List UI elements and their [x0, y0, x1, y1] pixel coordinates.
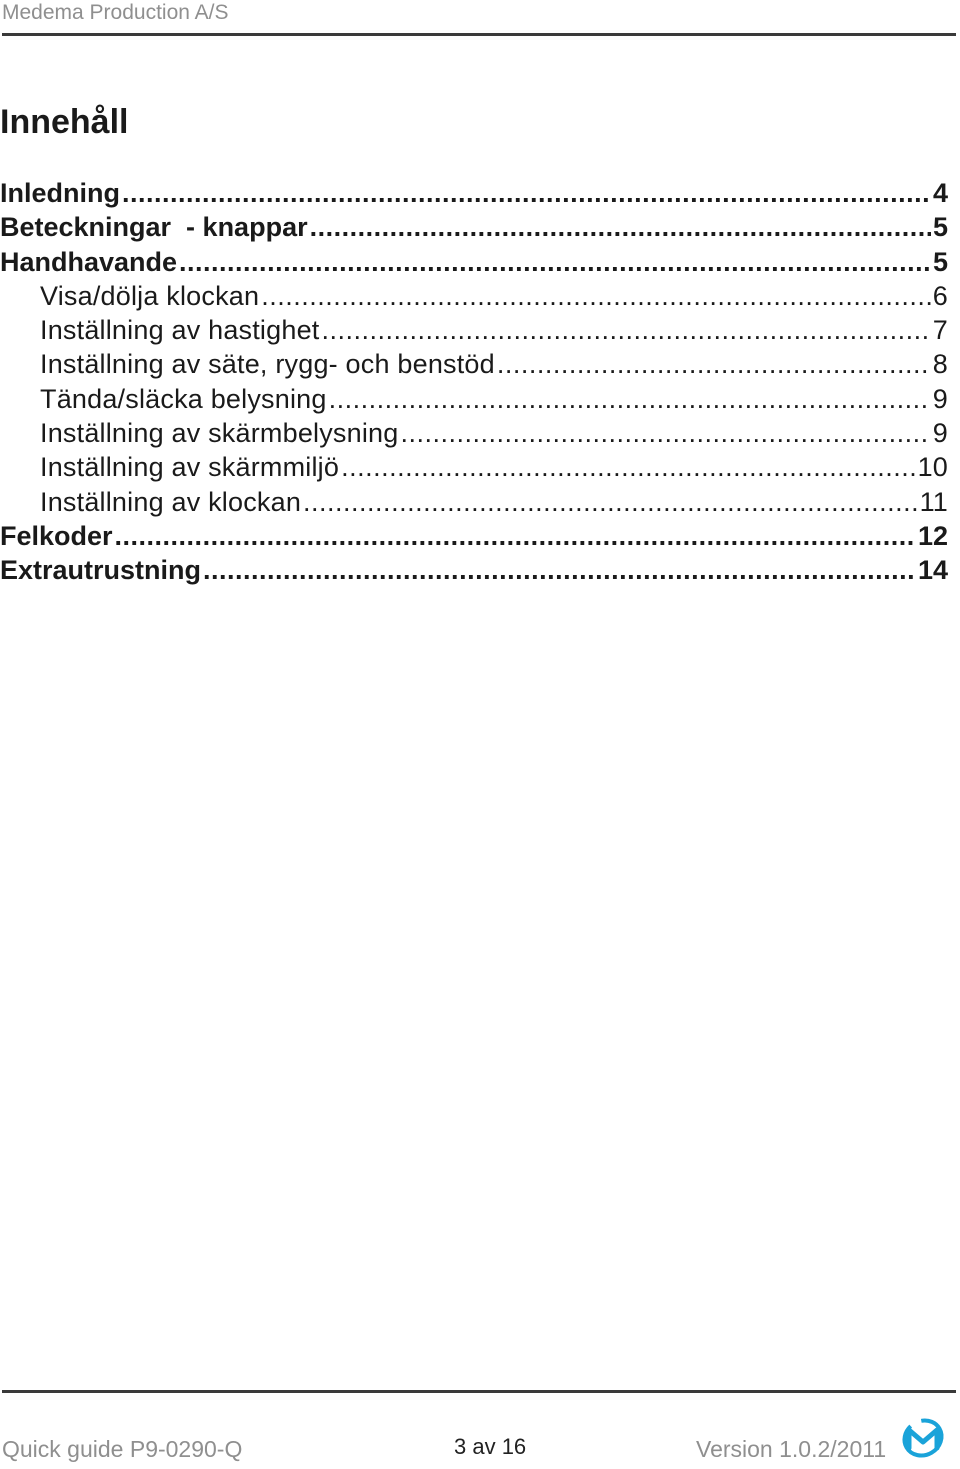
toc-leader: [497, 347, 931, 381]
footer-page-indicator: 3 av 16: [454, 1434, 527, 1459]
toc-entry[interactable]: [0, 382, 948, 416]
footer-version: Version 1.0.2/2011: [696, 1436, 887, 1462]
toc-entry-label: Felkoder: [0, 520, 113, 551]
toc-leader: [115, 519, 916, 553]
toc-entry-page: 11: [919, 486, 948, 517]
header-divider: [2, 33, 956, 36]
toc-entry-page: 9: [932, 383, 948, 414]
toc-entry-page: 6: [932, 280, 948, 311]
toc-entry-label: Inställning av hastighet: [40, 315, 320, 346]
toc-entry[interactable]: [0, 279, 948, 313]
toc-leader: [203, 553, 916, 587]
toc-entry-label: Inställning av skärmbelysning: [40, 418, 399, 449]
toc-entry[interactable]: [0, 347, 948, 381]
toc-entry-page: 10: [917, 452, 948, 483]
table-of-contents: [0, 176, 948, 588]
toc-leader: [341, 450, 915, 484]
toc-entry[interactable]: [0, 553, 948, 587]
toc-entry[interactable]: [0, 416, 948, 450]
toc-entry-page: 5: [932, 246, 948, 277]
toc-leader: [261, 279, 931, 313]
toc-leader: [329, 382, 931, 416]
footer-divider: [2, 1390, 956, 1393]
toc-leader: [400, 416, 930, 450]
toc-entry-page: 14: [917, 555, 948, 586]
header-company: Medema Production A/S: [2, 1, 229, 24]
toc-entry[interactable]: [0, 176, 948, 210]
toc-leader: [321, 313, 930, 347]
toc-entry-page: 5: [932, 212, 948, 243]
toc-entry-label: Inledning: [0, 178, 120, 208]
toc-entry-label: Beteckningar - knappar: [0, 212, 308, 243]
toc-entry-label: Inställning av skärmmiljö: [40, 452, 340, 483]
page-title: Innehåll: [0, 103, 129, 141]
toc-entry-label: Handhavande: [0, 246, 178, 277]
toc-leader: [310, 210, 931, 244]
toc-entry-page: 4: [932, 178, 948, 208]
toc-entry[interactable]: [0, 245, 948, 279]
toc-entry-label: Tända/släcka belysning: [40, 383, 327, 414]
toc-entry-page: 7: [932, 315, 948, 346]
toc-entry[interactable]: [0, 210, 948, 244]
toc-entry[interactable]: [0, 450, 948, 484]
toc-entry-label: Extrautrustning: [0, 555, 202, 586]
toc-entry-label: Visa/dölja klockan: [40, 280, 260, 311]
toc-entry-page: 8: [932, 349, 948, 380]
toc-leader: [122, 176, 931, 210]
toc-leader: [303, 485, 918, 519]
toc-entry[interactable]: [0, 485, 948, 519]
toc-entry[interactable]: [0, 519, 948, 553]
toc-entry[interactable]: [0, 313, 948, 347]
toc-entry-label: Inställning av säte, rygg- och benstöd: [40, 349, 495, 380]
toc-entry-page: 12: [917, 520, 948, 551]
toc-entry-label: Inställning av klockan: [40, 486, 302, 517]
toc-entry-page: 9: [932, 418, 948, 449]
footer-doc-id: Quick guide P9-0290-Q: [2, 1436, 243, 1462]
toc-leader: [179, 245, 931, 279]
medema-logo-icon: [900, 1416, 946, 1460]
